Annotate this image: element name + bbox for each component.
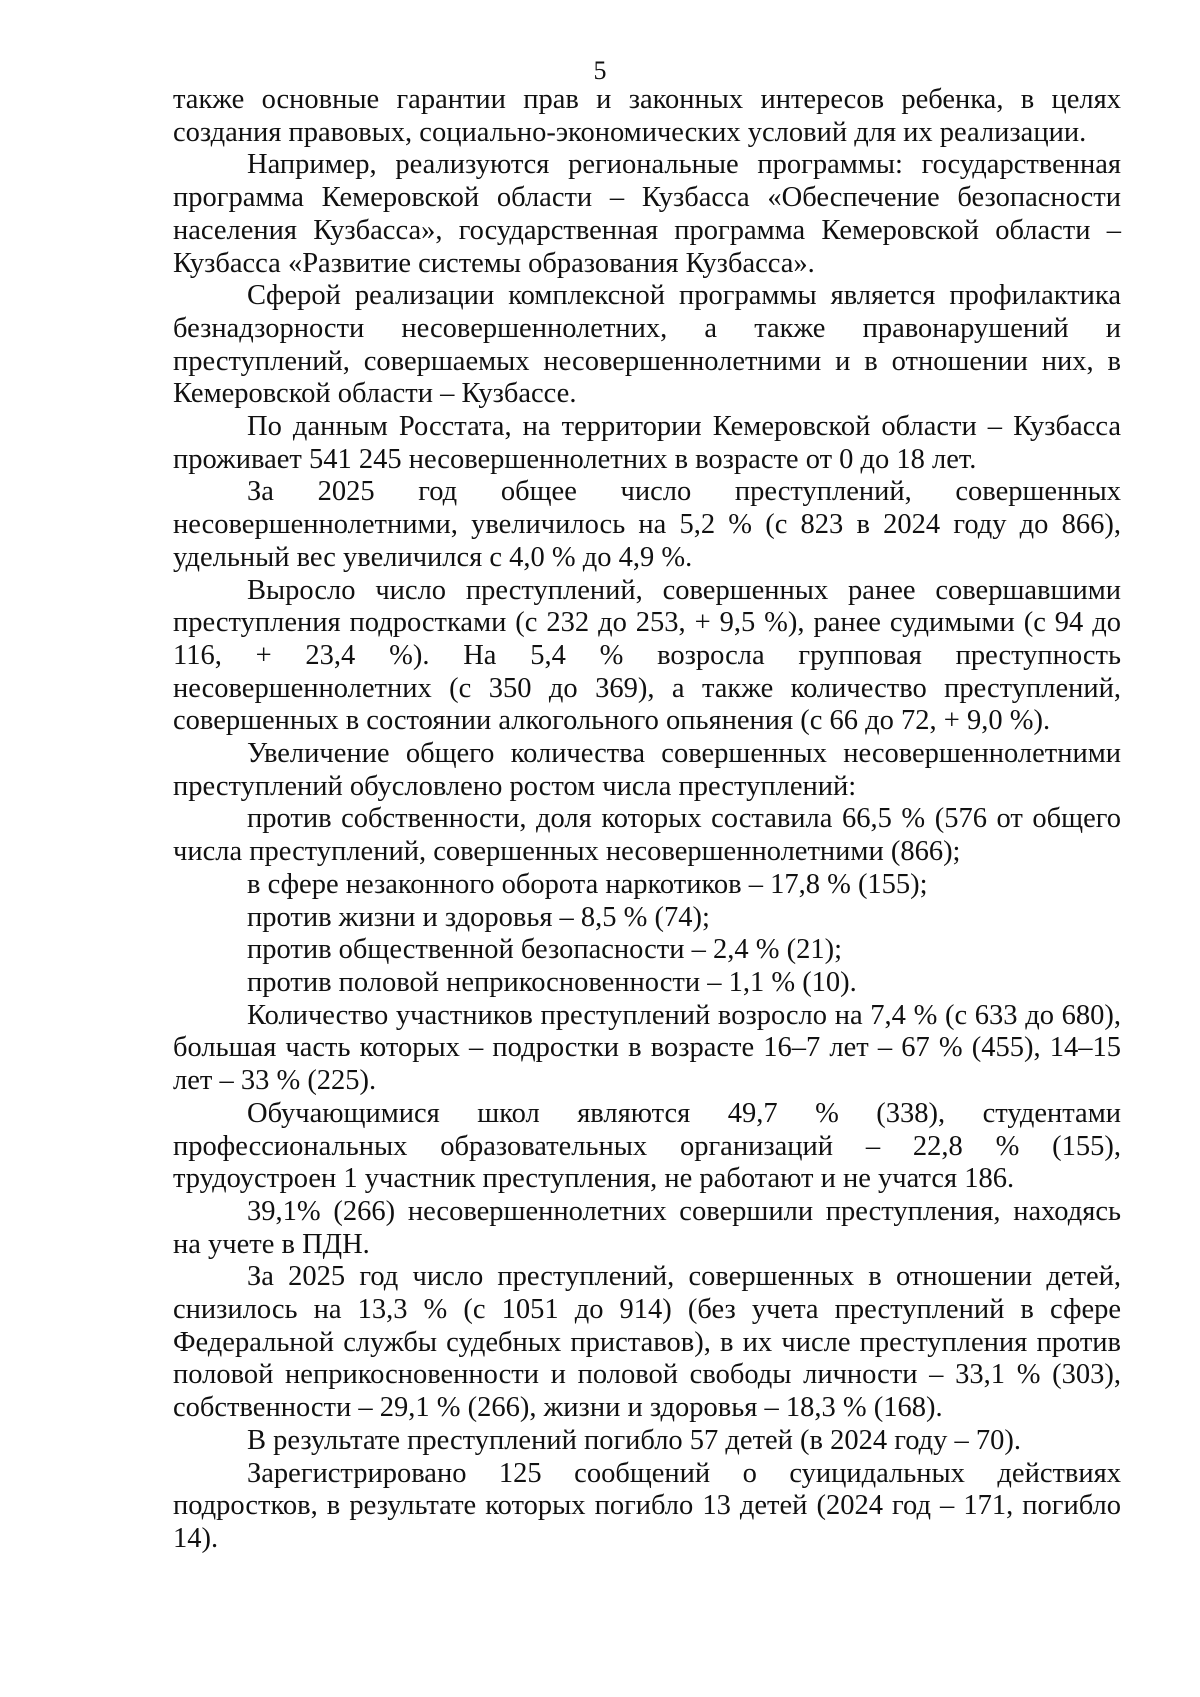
paragraph-students: Обучающимися школ являются 49,7 % (338), студентами профессиональных образовательных организаций – 22,8 % (155), трудоустроен 1 участник преступления, не работают и не учатся 186. <box>173 1097 1121 1195</box>
paragraph-increase-causes: Увеличение общего количества совершенных несовершеннолетними преступлений обусловлено ростом числа преступлений: <box>173 738 1121 802</box>
list-item-life-health: против жизни и здоровья – 8,5 % (74); <box>247 901 710 933</box>
paragraph-pdn-registered: 39,1% (266) несовершеннолетних совершили преступления, находясь на учете в ПДН. <box>173 1195 1121 1260</box>
paragraph-crimes-against-children: За 2025 год число преступлений, совершенных в отношении детей, снизилось на 13,3 % (с 1051 до 914) (без учета преступлений в сфере Федеральной службы судебных приставов), в их числе преступления против половой неприкосновенности и половой свободы личности – 33,1 % (303), собственности – 29,1 % (266), жизни и здоровья – 18,3 % (168). <box>173 1261 1121 1424</box>
paragraph-rosstat-population: По данным Росстата, на территории Кемеровской области – Кузбасса проживает 541 245 несовершеннолетних в возрасте от 0 до 18 лет. <box>173 411 1121 475</box>
paragraph-suicidal-actions: Зарегистрировано 125 сообщений о суицидальных действиях подростков, в результате которых погибло 13 детей (2024 год – 171, погибло 14). <box>173 1457 1121 1554</box>
list-item-property: против собственности, доля которых составила 66,5 % (576 от общего числа преступлений, совершенных несовершеннолетними (866); <box>173 803 1121 868</box>
paragraph-repeat-offenders: Выросло число преступлений, совершенных ранее совершавшими преступления подростками (с 232 до 253, + 9,5 %), ранее судимыми (с 94 до 116, + 23,4 %). На 5,4 % возросла групповая преступность несовершеннолетних (с 350 до 369), а также количество преступлений, совершенных в состоянии алкогольного опьянения (с 66 до 72, + 9,0 %). <box>173 574 1121 737</box>
page-number: 5 <box>593 56 607 85</box>
list-item-sexual-integrity: против половой неприкосновенности – 1,1 % (10). <box>247 966 857 998</box>
list-item-drugs: в сфере незаконного оборота наркотиков – 17,8 % (155); <box>247 868 928 900</box>
paragraph-participants: Количество участников преступлений возросло на 7,4 % (с 633 до 680), большая часть которых – подростки в возрасте 16–7 лет – 67 % (455), 14–15 лет – 33 % (225). <box>173 999 1121 1097</box>
paragraph-regional-programs: Например, реализуются региональные программы: государственная программа Кемеровской области – Кузбасса «Обеспечение безопасности населения Кузбасса», государственная программа Кемеровской области – Кузбасса «Развитие системы образования Кузбасса». <box>173 149 1121 279</box>
paragraph-continuation: также основные гарантии прав и законных интересов ребенка, в целях создания правовых, социально-экономических условий для их реализации. <box>173 84 1121 148</box>
list-item-public-safety: против общественной безопасности – 2,4 % (21); <box>247 934 842 966</box>
body-text <box>173 84 1121 1556</box>
paragraph-children-killed: В результате преступлений погибло 57 детей (в 2024 году – 70). <box>247 1424 1022 1456</box>
paragraph-crime-total: За 2025 год общее число преступлений, совершенных несовершеннолетними, увеличилось на 5,2 % (с 823 в 2024 году до 866), удельный вес увеличился с 4,0 % до 4,9 %. <box>173 476 1121 573</box>
paragraph-program-scope: Сферой реализации комплексной программы является профилактика безнадзорности несовершеннолетних, а также правонарушений и преступлений, совершаемых несовершеннолетними и в отношении них, в Кемеровской области – Кузбассе. <box>173 280 1121 410</box>
